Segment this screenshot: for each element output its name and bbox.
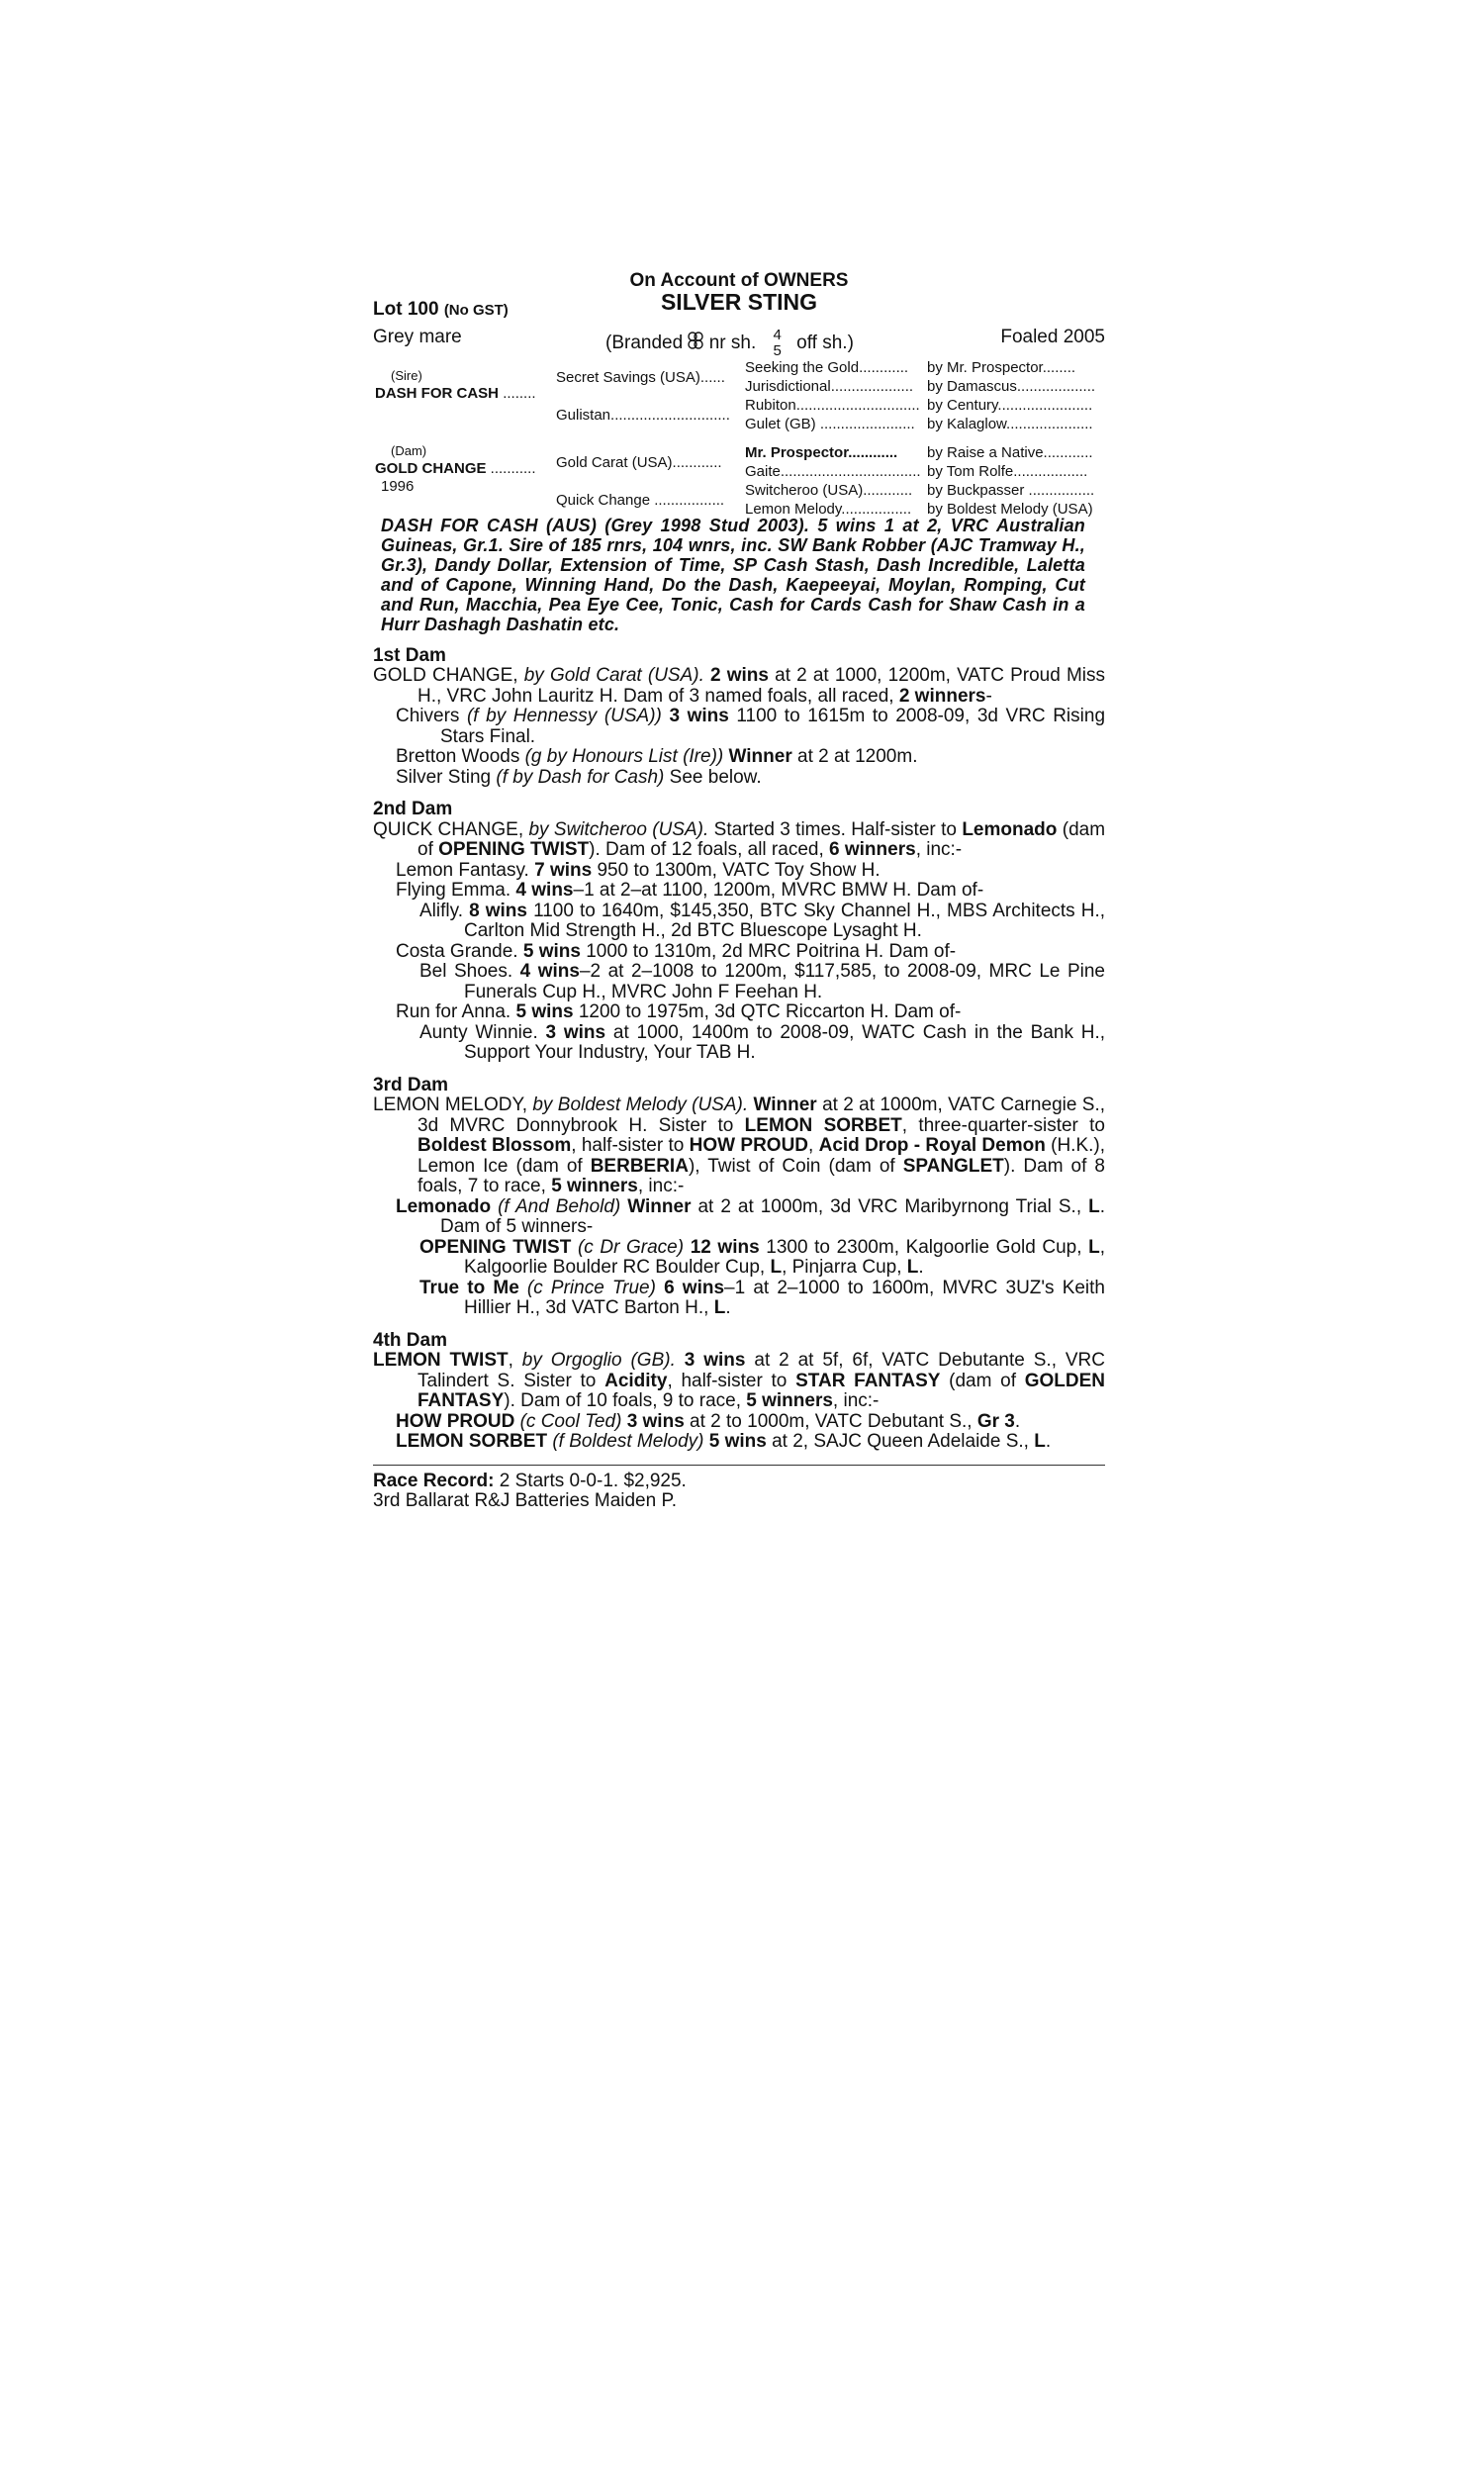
- tm-wins: 6 wins: [664, 1277, 725, 1298]
- ot-L1: L: [1088, 1236, 1100, 1258]
- ls-text: at 2, SAJC Queen Adelaide S.,: [772, 1431, 1029, 1452]
- dam3-t8: , inc:-: [637, 1176, 685, 1196]
- f2-text: at 2 at 1200m.: [797, 746, 918, 767]
- f3-name: Silver Sting: [396, 766, 492, 788]
- cg-text: 1000 to 1310m, 2d MRC Poitrina H. Dam of-: [586, 940, 957, 962]
- f1-wins: 3 wins: [669, 706, 729, 726]
- dam3-t4: ,: [808, 1135, 814, 1156]
- dam3-t2: , three-quarter-sister to: [901, 1114, 1106, 1136]
- f3-text: See below.: [669, 766, 762, 788]
- hp-end: .: [1014, 1410, 1021, 1432]
- dam2-lemonado: Lemonado: [962, 818, 1058, 840]
- third-dam-heading: 3rd Dam: [373, 1074, 449, 1095]
- brand-info: [605, 328, 854, 359]
- progeny-bretton-woods: [373, 747, 1105, 768]
- dam2-t2: (dam of: [417, 818, 1106, 860]
- progeny-lemon-fantasy: [373, 861, 1105, 882]
- dam3-blossom: Boldest Blossom: [417, 1135, 572, 1156]
- progeny-alifly: [373, 902, 1105, 942]
- gen3-2: Jurisdictional....................: [745, 377, 914, 395]
- gen4-6: by Tom Rolfe..................: [927, 462, 1088, 480]
- progeny-opening-twist: [373, 1238, 1105, 1279]
- ra-text: 1200 to 1975m, 3d QTC Riccarton H. Dam of-: [578, 1001, 962, 1022]
- lot-row: [373, 288, 1105, 322]
- first-dam-heading: 1st Dam: [373, 644, 446, 666]
- aw-text: at 1000, 1400m to 2008-09, WATC Cash in the Bank H., Support Your Industry, Your TAB H.: [464, 1021, 1105, 1063]
- dam2-opening: OPENING TWIST: [438, 839, 590, 860]
- dam1-winners: 2 winners: [898, 685, 986, 707]
- lem-win: Winner: [627, 1195, 692, 1217]
- ls-end: .: [1045, 1431, 1052, 1452]
- dam4-t3: (dam of: [949, 1370, 1017, 1391]
- bs-wins: 4 wins: [519, 961, 580, 982]
- tm-by: (c Prince True): [526, 1277, 656, 1298]
- dam4-name: LEMON TWIST: [373, 1350, 509, 1371]
- race-record-text: 2 Starts 0-0-1. $2,925.: [499, 1470, 687, 1491]
- dam2-winners: 6 winners: [829, 839, 916, 860]
- second-dam-paragraph: [373, 820, 1105, 861]
- race-record-label: Race Record:: [373, 1470, 495, 1491]
- dam3-t7: ). Dam of 8 foals, 7 to race,: [417, 1155, 1105, 1196]
- lot-label: Lot 100: [373, 298, 439, 320]
- progeny-true-to-me: [373, 1279, 1105, 1319]
- ls-L: L: [1034, 1431, 1046, 1452]
- f1-name: Chivers: [396, 706, 460, 726]
- gen4-8: by Boldest Melody (USA): [927, 500, 1093, 518]
- catalogue-page: [373, 271, 1105, 1512]
- progeny-bel-shoes: [373, 962, 1105, 1002]
- progeny-silver-sting: [373, 768, 1105, 789]
- dam-dots: ...........: [490, 459, 536, 477]
- third-dam-paragraph: [373, 1095, 1105, 1197]
- gen3-7: Switcheroo (USA)............: [745, 481, 913, 499]
- brand-prefix: (Branded: [605, 332, 684, 353]
- ot-end: .: [918, 1257, 924, 1278]
- lf-text: 950 to 1300m, VATC Toy Show H.: [597, 859, 881, 881]
- brand-mark-icon: [688, 332, 703, 351]
- dam-name-text: GOLD CHANGE: [375, 459, 487, 477]
- ot-name: OPENING TWIST: [419, 1236, 572, 1258]
- divider: [373, 1465, 1105, 1466]
- dam1-by: by Gold Carat (USA).: [523, 665, 704, 686]
- al-wins: 8 wins: [469, 900, 527, 921]
- gen3-6: Gaite..................................: [745, 462, 921, 480]
- sire-notes: DASH FOR CASH (AUS) (Grey 1998 Stud 2003). 5 wins 1 at 2, VRC Australian Guineas, Gr.1. Sire of 185 rnrs, 104 wnrs, inc. SW Bank Robber (AJC Tramway H., Gr.3), Dandy Dollar, Extension of Time, SP Cash Stash, Dash Incredible, Laletta and of Capone, Winning Hand, Do the Dash, Kaepeeyai, Moylan, Romping, Cut and Run, Macchia, Pea Eye Cee, Tonic, Cash for Cards Cash for Shaw Cash in a Hurr Dashagh Dashatin etc.: [381, 515, 1085, 634]
- lem-text2: . Dam of 5 winners-: [440, 1195, 1105, 1237]
- gen3-1: Seeking the Gold............: [745, 358, 909, 376]
- gen4-4: by Kalaglow.....................: [927, 415, 1093, 432]
- dam4-comma: ,: [508, 1350, 513, 1371]
- ra-name: Run for Anna.: [396, 1001, 511, 1022]
- dam4-t2: , half-sister to: [667, 1370, 788, 1391]
- ot-L2: L: [770, 1257, 783, 1278]
- dam2-t4: , inc:-: [915, 839, 963, 860]
- sire-dots: ........: [503, 384, 536, 402]
- consignor-line: On Account of OWNERS: [629, 270, 849, 291]
- dam4-winners: 5 winners: [746, 1390, 833, 1411]
- dam4-acidity: Acidity: [604, 1370, 668, 1391]
- brand-num-top: 4: [773, 326, 782, 343]
- ra-wins: 5 wins: [515, 1001, 574, 1022]
- dam4-by: by Orgoglio (GB).: [521, 1350, 676, 1371]
- lf-wins: 7 wins: [534, 859, 593, 881]
- dam4-golden: GOLDEN FANTASY: [417, 1370, 1106, 1411]
- f3-by: (f by Dash for Cash): [496, 766, 665, 788]
- foaled-year: Foaled 2005: [1000, 326, 1105, 347]
- gen2-dam-sire: Gold Carat (USA)............: [556, 453, 722, 471]
- gen4-5: by Raise a Native............: [927, 443, 1093, 461]
- gen3-4: Gulet (GB) .......................: [745, 415, 915, 432]
- dam2-name: QUICK CHANGE,: [373, 818, 524, 840]
- bs-name: Bel Shoes.: [419, 961, 513, 982]
- ls-by: (f Boldest Melody): [552, 1431, 704, 1452]
- ot-text: 1300 to 2300m, Kalgoorlie Gold Cup,: [766, 1236, 1082, 1258]
- dam2-by: by Switcheroo (USA).: [528, 818, 709, 840]
- gst-note: (No GST): [443, 301, 509, 319]
- dam3-t6: ), Twist of Coin (dam of: [688, 1155, 895, 1177]
- al-name: Alifly.: [419, 900, 463, 921]
- cg-wins: 5 wins: [522, 940, 581, 962]
- lem-by: (f And Behold): [498, 1195, 621, 1217]
- dam1-name: GOLD CHANGE,: [373, 665, 518, 686]
- dam3-acid: Acid Drop - Royal Demon: [818, 1135, 1046, 1156]
- ot-L3: L: [906, 1257, 919, 1278]
- fe-wins: 4 wins: [515, 880, 574, 901]
- sire-name: [375, 385, 536, 403]
- progeny-chivers: [373, 707, 1105, 747]
- dam1-text2: -: [985, 685, 992, 707]
- ot-by: (c Dr Grace): [577, 1236, 685, 1258]
- cg-name: Costa Grande.: [396, 940, 518, 962]
- ot-text2: , Kalgoorlie Boulder RC Boulder Cup,: [464, 1236, 1106, 1278]
- dam3-winners: 5 winners: [551, 1176, 638, 1196]
- dam4-wins: 3 wins: [684, 1350, 746, 1371]
- brand-num-bottom: 5: [773, 341, 782, 359]
- progeny-lemonado: [373, 1197, 1105, 1238]
- lem-name: Lemonado: [396, 1195, 492, 1217]
- hp-by: (c Cool Ted): [519, 1410, 622, 1432]
- race-record-placing: 3rd Ballarat R&J Batteries Maiden P.: [373, 1490, 677, 1511]
- gen4-7: by Buckpasser ................: [927, 481, 1095, 499]
- dam3-spanglet: SPANGLET: [902, 1155, 1004, 1177]
- ls-wins: 5 wins: [708, 1431, 767, 1452]
- gen3-8: Lemon Melody.................: [745, 500, 912, 518]
- lf-name: Lemon Fantasy.: [396, 859, 529, 881]
- tm-end: .: [725, 1297, 731, 1318]
- progeny-lemon-sorbet: [373, 1432, 1105, 1453]
- hp-text: at 2 to 1000m, VATC Debutant S.,: [690, 1410, 973, 1432]
- gen2-dam-dam: Quick Change .................: [556, 491, 725, 509]
- tm-text: –1 at 2–1000 to 1600m, MVRC 3UZ's Keith Hillier H., 3d VATC Barton H.,: [464, 1277, 1105, 1318]
- fe-text: –1 at 2–at 1100, 1200m, MVRC BMW H. Dam of-: [573, 880, 984, 901]
- sire-label: (Sire): [391, 367, 422, 383]
- tm-L: L: [713, 1297, 726, 1318]
- lem-text: at 2 at 1000m, 3d VRC Maribyrnong Trial S.,: [697, 1195, 1082, 1217]
- dam1-text1: at 2 at 1000, 1200m, VATC Proud Miss H., VRC John Lauritz H. Dam of 3 named foals, all raced,: [417, 665, 1106, 707]
- hp-name: HOW PROUD: [396, 1410, 515, 1432]
- aw-name: Aunty Winnie.: [419, 1021, 538, 1043]
- dam4-star: STAR FANTASY: [795, 1370, 941, 1391]
- progeny-aunty-winnie: [373, 1023, 1105, 1064]
- dam3-proud: HOW PROUD: [689, 1135, 809, 1156]
- dam4-t5: , inc:-: [832, 1390, 880, 1411]
- f1-by: (f by Hennessy (USA)): [466, 706, 662, 726]
- dam-year: 1996: [381, 477, 415, 495]
- dam3-t5: (H.K.), Lemon Ice (dam of: [417, 1135, 1106, 1177]
- horse-name: SILVER STING: [660, 288, 818, 315]
- gen2-sire-sire: Secret Savings (USA)......: [556, 368, 725, 386]
- second-dam-heading: 2nd Dam: [373, 799, 453, 819]
- description-row: [373, 322, 1105, 359]
- progeny-how-proud: [373, 1412, 1105, 1433]
- fe-name: Flying Emma.: [396, 880, 511, 901]
- bs-text: –2 at 2–1008 to 1200m, $117,585, to 2008-09, MRC Le Pine Funerals Cup H., MVRC John F Feehan H.: [464, 961, 1106, 1002]
- dam3-name: LEMON MELODY,: [373, 1094, 527, 1115]
- dam3-sorbet: LEMON SORBET: [744, 1114, 902, 1136]
- fourth-dam-paragraph: [373, 1351, 1105, 1412]
- race-record: [373, 1472, 1105, 1492]
- dam-name: [375, 460, 536, 478]
- gen3-5: Mr. Prospector............: [745, 443, 898, 461]
- dam1-wins: 2 wins: [710, 665, 769, 686]
- pedigree-table: [373, 358, 1105, 518]
- gen4-2: by Damascus...................: [927, 377, 1096, 395]
- progeny-costa-grande: [373, 942, 1105, 963]
- dam2-t1: Started 3 times. Half-sister to: [713, 818, 957, 840]
- f2-wins: Winner: [728, 746, 792, 767]
- sex-colour: Grey mare: [373, 326, 462, 347]
- dam3-by: by Boldest Melody (USA).: [532, 1094, 749, 1115]
- al-text: 1100 to 1640m, $145,350, BTC Sky Channel H., MBS Architects H., Carlton Mid Strength H., 2d BTC Bluescope Lysaght H.: [464, 900, 1106, 941]
- dam2-t3: ). Dam of 12 foals, all raced,: [589, 839, 824, 860]
- progeny-flying-emma: [373, 881, 1105, 902]
- hp-gr: Gr 3: [976, 1410, 1015, 1432]
- dam3-berberia: BERBERIA: [590, 1155, 689, 1177]
- f2-by: (g by Honours List (Ire)): [524, 746, 724, 767]
- tm-name: True to Me: [419, 1277, 519, 1298]
- f2-name: Bretton Woods: [396, 746, 520, 767]
- fourth-dam-heading: 4th Dam: [373, 1329, 447, 1351]
- lem-L: L: [1088, 1195, 1100, 1217]
- ot-wins: 12 wins: [690, 1236, 760, 1258]
- hp-wins: 3 wins: [626, 1410, 685, 1432]
- aw-wins: 3 wins: [545, 1021, 606, 1043]
- dam3-t3: , half-sister to: [571, 1135, 685, 1156]
- sire-name-text: DASH FOR CASH: [375, 384, 500, 402]
- dam4-t4: ). Dam of 10 foals, 9 to race,: [504, 1390, 741, 1411]
- first-dam-paragraph: [373, 666, 1105, 707]
- gen4-1: by Mr. Prospector........: [927, 358, 1076, 376]
- brand-off-side: off sh.): [796, 332, 854, 353]
- dam3-winner: Winner: [753, 1094, 817, 1115]
- gen3-3: Rubiton..............................: [745, 396, 920, 414]
- ls-name: LEMON SORBET: [396, 1431, 548, 1452]
- gen2-sire-dam: Gulistan.............................: [556, 406, 730, 424]
- brand-number: [774, 328, 782, 359]
- gen4-3: by Century.......................: [927, 396, 1093, 414]
- dam-label: (Dam): [391, 442, 427, 458]
- brand-near-side: nr sh.: [708, 332, 757, 353]
- dam3-t1: at 2 at 1000m, VATC Carnegie S., 3d MVRC Donnybrook H. Sister to: [417, 1094, 1106, 1136]
- f1-text: 1100 to 1615m to 2008-09, 3d VRC Rising Stars Final.: [440, 706, 1106, 747]
- ot-text3: , Pinjarra Cup,: [782, 1257, 902, 1278]
- dam4-t1: at 2 at 5f, 6f, VATC Debutante S., VRC Talindert S. Sister to: [417, 1350, 1105, 1391]
- progeny-run-for-anna: [373, 1002, 1105, 1023]
